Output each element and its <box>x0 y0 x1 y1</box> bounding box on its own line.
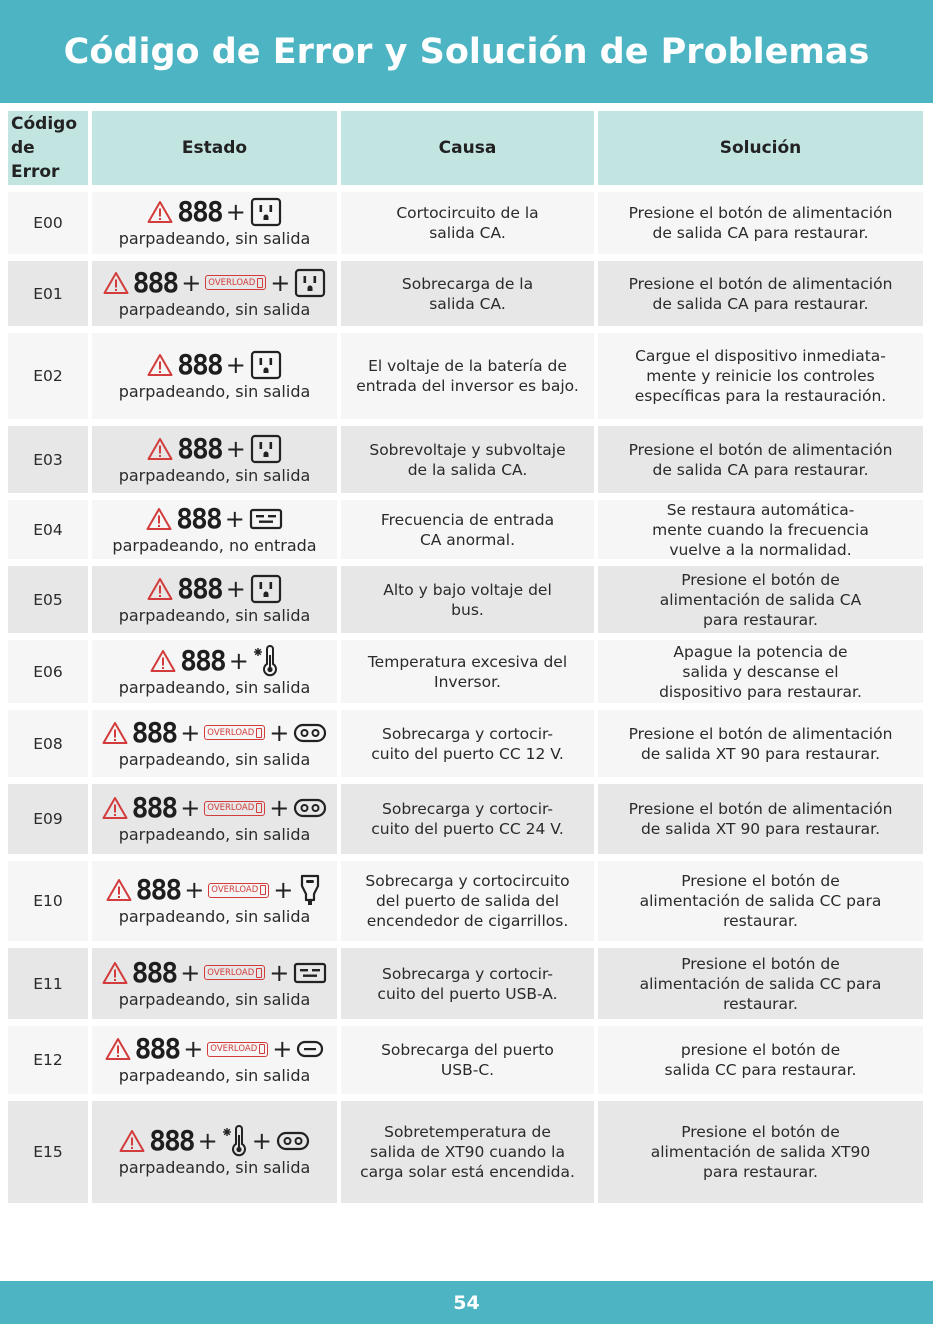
table-header-row <box>8 111 923 185</box>
plus-sign: + <box>269 718 290 747</box>
status-display <box>146 501 283 535</box>
battery-icon <box>260 885 266 895</box>
cause-cell <box>341 566 594 633</box>
error-code: E03 <box>8 426 88 493</box>
overload-label: OVERLOAD <box>211 885 259 895</box>
segment-digits: 888 <box>131 715 177 749</box>
ac-outlet-icon <box>250 350 282 380</box>
plus-sign: + <box>181 268 202 297</box>
solution-text: Cargue el dispositivo inmediata- mente y reinicie los controles específicas para la restauración. <box>634 347 887 405</box>
cause-text: El voltaje de la batería de entrada del inversor es bajo. <box>356 357 579 395</box>
dc-port-icon <box>293 722 327 744</box>
solution-cell <box>598 861 923 941</box>
status-display <box>119 1126 310 1156</box>
solution-cell <box>598 640 923 703</box>
solution-cell <box>598 784 923 854</box>
table-row <box>8 861 923 941</box>
warning-icon <box>146 507 172 531</box>
cause-cell <box>341 1026 594 1094</box>
error-code: E10 <box>8 861 88 941</box>
cause-text: Sobrecarga y cortocir- cuito del puerto USB-A. <box>377 964 558 1003</box>
segment-digits: 888 <box>134 1032 180 1065</box>
solution-cell <box>598 710 923 777</box>
error-code: E04 <box>8 500 88 559</box>
solution-cell <box>598 1101 923 1203</box>
ac-input-icon <box>249 508 283 530</box>
cause-text: Sobrecarga y cortocircuito del puerto de salida del encendedor de cigarrillos. <box>365 872 570 930</box>
warning-icon <box>102 961 128 985</box>
status-display <box>106 875 324 905</box>
status-note: parpadeando, sin salida <box>118 229 311 248</box>
warning-icon <box>147 577 173 601</box>
header-code: Código de Error <box>8 111 88 185</box>
warning-icon <box>119 1129 145 1153</box>
segment-digits: 888 <box>177 195 222 228</box>
solution-cell <box>598 500 923 559</box>
solution-text: Presione el botón de alimentación de salida CA para restaurar. <box>659 570 862 629</box>
page-number: 54 <box>453 1291 480 1314</box>
plus-sign: + <box>183 1035 204 1063</box>
plus-sign: + <box>270 268 291 297</box>
status-note: parpadeando, sin salida <box>118 749 311 769</box>
solution-cell <box>598 948 923 1019</box>
warning-icon <box>106 878 132 902</box>
error-code: E01 <box>8 261 88 326</box>
warning-icon <box>102 721 128 745</box>
cause-cell <box>341 333 594 419</box>
title-bar <box>0 0 933 103</box>
cause-text: Sobrecarga de la salida CA. <box>401 274 534 313</box>
warning-icon <box>147 200 173 224</box>
temperature-icon <box>222 1125 248 1157</box>
plus-sign: + <box>184 876 205 904</box>
status-cell <box>92 566 337 633</box>
overload-icon <box>207 1042 268 1057</box>
cause-cell <box>341 1101 594 1203</box>
status-note: parpadeando, sin salida <box>118 989 311 1009</box>
overload-icon <box>208 883 269 898</box>
segment-digits: 888 <box>135 873 181 906</box>
table-row <box>8 566 923 633</box>
solution-cell <box>598 261 923 326</box>
status-cell <box>92 640 337 703</box>
status-cell <box>92 333 337 419</box>
status-display <box>147 431 282 465</box>
plus-sign: + <box>197 1127 218 1155</box>
dc-port-icon <box>276 1130 310 1152</box>
solution-text: Presione el botón de alimentación de salida CA para restaurar. <box>628 274 893 313</box>
cause-cell <box>341 640 594 703</box>
dc-port-icon <box>293 797 327 819</box>
status-note: parpadeando, sin salida <box>118 605 311 625</box>
solution-cell <box>598 1026 923 1094</box>
plus-sign: + <box>225 574 246 603</box>
solution-cell <box>598 192 923 254</box>
battery-icon <box>256 728 262 738</box>
table-row <box>8 784 923 854</box>
error-code: E12 <box>8 1026 88 1094</box>
table-row <box>8 500 923 559</box>
ac-outlet-icon <box>250 434 282 464</box>
status-display <box>147 350 282 380</box>
status-cell <box>92 1026 337 1094</box>
plus-sign: + <box>251 1127 272 1155</box>
segment-digits: 888 <box>131 791 177 824</box>
overload-icon <box>205 275 266 290</box>
plus-sign: + <box>225 198 246 226</box>
solution-text: Presione el botón de alimentación de salida CC para restaurar. <box>639 954 882 1013</box>
table-row <box>8 640 923 703</box>
plus-sign: + <box>269 958 290 987</box>
table-row <box>8 948 923 1019</box>
page-title: Código de Error y Solución de Problemas <box>63 31 870 72</box>
header-solution: Solución <box>598 111 923 185</box>
cause-cell <box>341 426 594 493</box>
plus-sign: + <box>224 504 245 533</box>
error-code: E09 <box>8 784 88 854</box>
status-cell <box>92 784 337 854</box>
segment-digits: 888 <box>177 348 222 381</box>
cause-cell <box>341 948 594 1019</box>
status-note: parpadeando, sin salida <box>118 1158 311 1177</box>
warning-icon <box>147 437 173 461</box>
status-cell <box>92 426 337 493</box>
battery-icon <box>256 803 262 813</box>
status-display <box>103 265 327 299</box>
table-row <box>8 333 923 419</box>
cause-text: Sobrecarga y cortocir- cuito del puerto CC 12 V. <box>371 724 564 763</box>
error-code: E11 <box>8 948 88 1019</box>
table-row <box>8 710 923 777</box>
plus-sign: + <box>228 646 249 675</box>
battery-icon <box>259 1044 265 1054</box>
status-note: parpadeando, no entrada <box>112 535 317 555</box>
plus-sign: + <box>273 876 294 904</box>
status-cell <box>92 192 337 254</box>
status-note: parpadeando, sin salida <box>118 1066 311 1085</box>
solution-text: Presione el botón de alimentación de salida XT90 para restaurar. <box>650 1123 871 1181</box>
overload-label: OVERLOAD <box>208 277 256 288</box>
cause-text: Sobrevoltaje y subvoltaje de la salida CA. <box>369 440 566 479</box>
plus-sign: + <box>225 351 246 379</box>
overload-label: OVERLOAD <box>210 1044 258 1054</box>
solution-text: Presione el botón de alimentación de salida CA para restaurar. <box>628 440 893 479</box>
cause-cell <box>341 261 594 326</box>
cause-text: Sobretemperatura de salida de XT90 cuando la carga solar está encendida. <box>360 1123 575 1181</box>
table-row <box>8 192 923 254</box>
error-code: E00 <box>8 192 88 254</box>
overload-label: OVERLOAD <box>207 803 255 813</box>
status-cell <box>92 948 337 1019</box>
segment-digits: 888 <box>177 571 222 605</box>
status-display <box>102 715 328 749</box>
solution-cell <box>598 426 923 493</box>
status-display <box>150 643 279 677</box>
cause-cell <box>341 861 594 941</box>
plus-sign: + <box>272 1035 293 1063</box>
temperature-icon <box>253 645 279 677</box>
error-code: E02 <box>8 333 88 419</box>
header-cause: Causa <box>341 111 594 185</box>
warning-icon <box>102 796 128 820</box>
error-code: E08 <box>8 710 88 777</box>
status-cell <box>92 861 337 941</box>
solution-text: Se restaura automática- mente cuando la frecuencia vuelve a la normalidad. <box>652 500 869 559</box>
solution-text: Apague la potencia de salida y descanse el dispositivo para restaurar. <box>659 642 862 701</box>
cause-text: Sobrecarga del puerto USB-C. <box>381 1041 554 1079</box>
warning-icon <box>147 353 173 377</box>
solution-text: Presione el botón de alimentación de salida XT 90 para restaurar. <box>628 800 893 838</box>
ac-input-icon <box>293 962 327 984</box>
cause-text: Cortocircuito de la salida CA. <box>396 204 539 242</box>
cause-text: Alto y bajo voltaje del bus. <box>383 580 552 619</box>
status-display <box>147 197 282 227</box>
header-status: Estado <box>92 111 337 185</box>
status-cell <box>92 1101 337 1203</box>
segment-digits: 888 <box>132 265 178 299</box>
status-note: parpadeando, sin salida <box>118 907 311 926</box>
error-code: E15 <box>8 1101 88 1203</box>
overload-icon <box>204 725 265 740</box>
status-note: parpadeando, sin salida <box>118 382 311 401</box>
overload-icon <box>204 801 265 816</box>
overload-label: OVERLOAD <box>207 727 255 738</box>
status-display <box>102 793 328 823</box>
warning-icon <box>150 649 176 673</box>
status-display <box>102 955 328 989</box>
solution-cell <box>598 566 923 633</box>
segment-digits: 888 <box>180 643 225 677</box>
plus-sign: + <box>180 718 201 747</box>
cause-cell <box>341 192 594 254</box>
ac-outlet-icon <box>250 574 282 604</box>
table-row <box>8 261 923 326</box>
segment-digits: 888 <box>176 501 221 535</box>
plus-sign: + <box>269 794 290 822</box>
status-note: parpadeando, sin salida <box>118 677 311 697</box>
cause-cell <box>341 710 594 777</box>
table-row <box>8 1026 923 1094</box>
solution-text: Presione el botón de alimentación de salida XT 90 para restaurar. <box>628 724 893 763</box>
ac-outlet-icon <box>294 268 326 298</box>
warning-icon <box>105 1037 131 1061</box>
car-charger-icon <box>297 873 323 907</box>
cause-cell <box>341 500 594 559</box>
status-note: parpadeando, sin salida <box>118 825 311 844</box>
solution-text: Presione el botón de alimentación de salida CA para restaurar. <box>628 204 893 242</box>
cause-text: Temperatura excesiva del Inversor. <box>367 652 568 691</box>
table-row <box>8 426 923 493</box>
status-cell <box>92 261 337 326</box>
status-note: parpadeando, sin salida <box>118 465 311 485</box>
plus-sign: + <box>180 958 201 987</box>
ac-outlet-icon <box>250 197 282 227</box>
cause-text: Sobrecarga y cortocir- cuito del puerto CC 24 V. <box>371 800 564 838</box>
status-display <box>105 1034 325 1064</box>
status-cell <box>92 710 337 777</box>
plus-sign: + <box>225 434 246 463</box>
error-code: E05 <box>8 566 88 633</box>
overload-icon <box>204 965 265 980</box>
segment-digits: 888 <box>131 955 177 989</box>
cause-text: Frecuencia de entrada CA anormal. <box>380 510 555 549</box>
status-display <box>147 571 282 605</box>
solution-cell <box>598 333 923 419</box>
warning-icon <box>103 271 129 295</box>
segment-digits: 888 <box>177 431 222 465</box>
usb-c-icon <box>296 1039 324 1059</box>
cause-cell <box>341 784 594 854</box>
overload-label: OVERLOAD <box>207 967 255 978</box>
page-footer <box>0 1281 933 1324</box>
status-cell <box>92 500 337 559</box>
error-code: E06 <box>8 640 88 703</box>
battery-icon <box>256 968 262 978</box>
plus-sign: + <box>180 794 201 822</box>
solution-text: presione el botón de salida CC para restaurar. <box>664 1041 857 1079</box>
solution-text: Presione el botón de alimentación de salida CC para restaurar. <box>639 872 882 930</box>
status-note: parpadeando, sin salida <box>118 299 311 319</box>
table-row <box>8 1101 923 1203</box>
segment-digits: 888 <box>149 1124 194 1157</box>
battery-icon <box>257 278 263 288</box>
